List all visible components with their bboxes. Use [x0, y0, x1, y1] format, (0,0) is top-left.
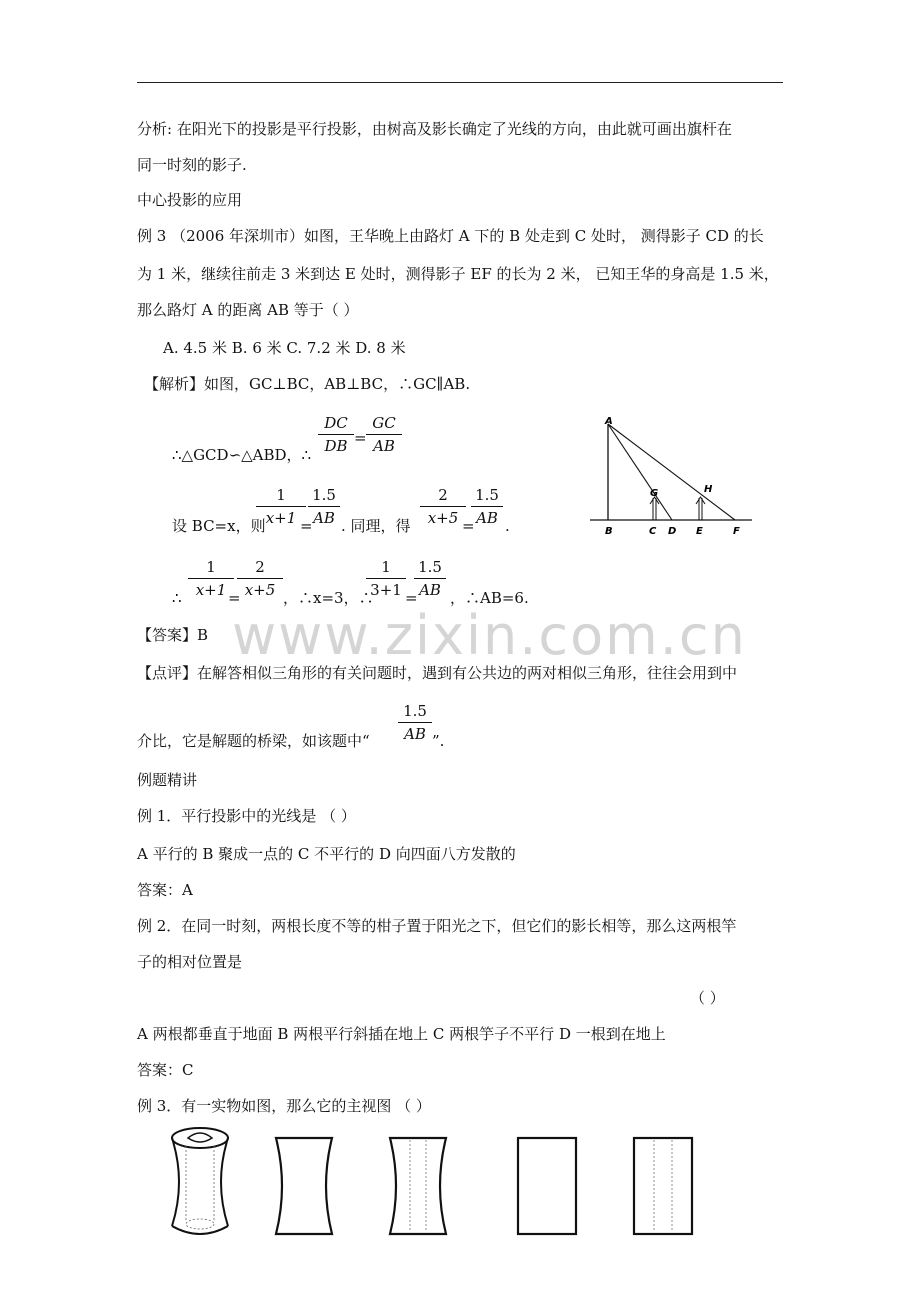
fraction: $\frac{DC}{DB}$: [318, 414, 354, 455]
equals-sign: =: [354, 429, 367, 447]
fraction: $\frac{1}{x+1}$: [256, 486, 306, 527]
label-C: C: [649, 526, 657, 537]
result-text: ，∴AB=6.: [450, 589, 529, 607]
example1-answer: 答案：A: [137, 881, 193, 899]
analysis-text: 分析: 在阳光下的投影是平行投影，由树高及影长确定了光线的方向，由此就可画出旗杆在: [137, 120, 732, 138]
closing-quote: ”.: [432, 732, 445, 750]
example3-question: 例 3 （2006 年深圳市）如图，王华晚上由路灯 A 下的 B 处走到 C 处时， 测得影子 CD 的长: [137, 227, 764, 245]
fraction: $\frac{1}{x+1}$: [188, 558, 234, 599]
label-H: H: [704, 484, 713, 495]
watermark: www.zixin.com.cn: [232, 604, 747, 667]
solution-line: 【解析】如图，GC⊥BC，AB⊥BC，∴GC∥AB.: [144, 375, 471, 393]
fraction: $\frac{1.5}{AB}$: [398, 702, 432, 743]
example3b-question: 例 3．有一实物如图，那么它的主视图 （ ）: [137, 1097, 431, 1115]
section-heading-examples: 例题精讲: [137, 771, 198, 789]
comment-text-cont: 介比，它是解题的桥梁，如该题中“: [137, 732, 370, 750]
equals-sign: =: [228, 589, 241, 607]
fraction: $\frac{1.5}{AB}$: [308, 486, 340, 527]
view-option-b: [384, 1134, 454, 1240]
example2-bracket: （ ）: [690, 989, 725, 1007]
label-G: G: [650, 488, 659, 499]
example1-options: A 平行的 B 聚成一点的 C 不平行的 D 向四面八方发散的: [137, 845, 516, 863]
example3-options: A. 4.5 米 B. 6 米 C. 7.2 米 D. 8 米: [163, 339, 406, 357]
equals-sign: =: [300, 517, 313, 535]
solid-object-figure: [160, 1124, 240, 1242]
fraction: $\frac{1.5}{AB}$: [414, 558, 446, 599]
example1-question: 例 1．平行投影中的光线是 （ ）: [137, 807, 356, 825]
label-E: E: [696, 526, 703, 537]
label-F: F: [733, 526, 740, 537]
therefore-sign: ∴: [172, 589, 182, 607]
fraction: $\frac{1}{3+1}$: [366, 558, 406, 599]
example3-question-end: 那么路灯 A 的距离 AB 等于（ ）: [137, 301, 359, 319]
comment-text: 【点评】在解答相似三角形的有关问题时，遇到有公共边的两对相似三角形，往往会用到中: [137, 664, 738, 682]
fraction: $\frac{2}{x+5}$: [420, 486, 466, 527]
view-option-a: [270, 1134, 340, 1240]
example3-question-cont: 为 1 米，继续往前走 3 米到达 E 处时，测得影子 EF 的长为 2 米， 已知王华的身高是 1.5 米，: [137, 265, 779, 283]
example2-options: A 两根都垂直于地面 B 两根平行斜插在地上 C 两根竽子不平行 D 一根到在地上: [137, 1025, 666, 1043]
equals-sign: =: [405, 589, 418, 607]
similarly-text: . 同理，得: [341, 517, 411, 535]
label-A: A: [605, 416, 613, 427]
example2-answer: 答案：C: [137, 1061, 194, 1079]
solve-x-text: ，∴x=3，∴: [283, 589, 374, 607]
answer-label: 【答案】B: [137, 626, 209, 644]
section-heading: 中心投影的应用: [137, 191, 243, 209]
analysis-text-cont: 同一时刻的影子.: [137, 156, 247, 174]
header-rule: [137, 82, 783, 83]
similar-statement: ∴△GCD∽△ABD，∴: [172, 446, 312, 464]
label-B: B: [605, 526, 613, 537]
view-option-c: [512, 1134, 582, 1240]
fraction: $\frac{1.5}{AB}$: [471, 486, 503, 527]
example2-question-cont: 子的相对位置是: [137, 953, 243, 971]
let-statement: 设 BC=x，则: [172, 517, 266, 535]
view-option-d: [628, 1134, 698, 1240]
fraction: $\frac{GC}{AB}$: [366, 414, 402, 455]
fraction: $\frac{2}{x+5}$: [237, 558, 283, 599]
example2-question: 例 2．在同一时刻，两根长度不等的柑子置于阳光之下，但它们的影长相等，那么这两根竿: [137, 917, 737, 935]
period: .: [505, 517, 510, 535]
equals-sign: =: [462, 517, 475, 535]
lamp-shadow-diagram: [590, 410, 760, 540]
label-D: D: [668, 526, 677, 537]
